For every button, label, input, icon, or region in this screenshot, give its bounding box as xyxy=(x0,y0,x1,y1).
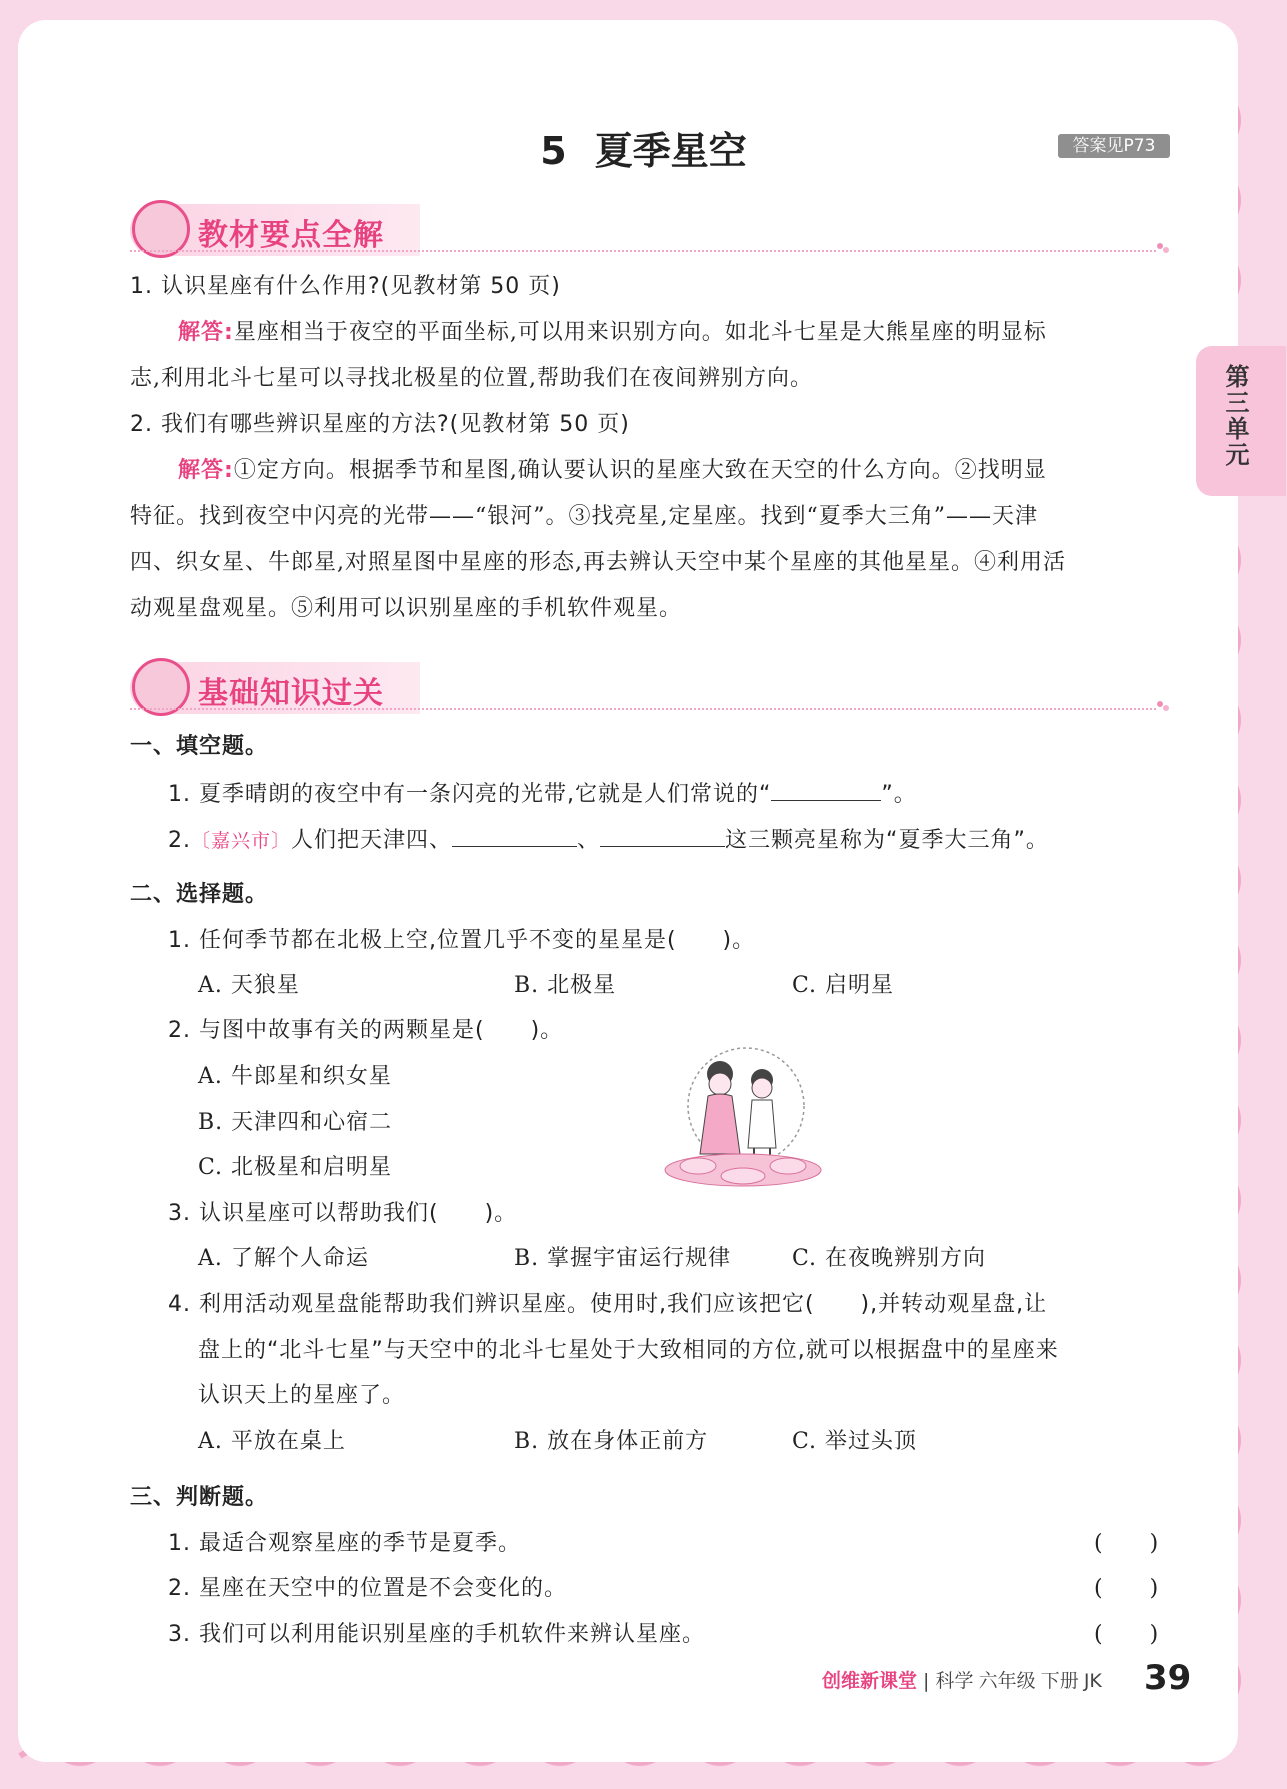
answer-blank[interactable] xyxy=(600,824,725,847)
answer-text: 星座相当于夜空的平面坐标,可以用来识别方向。如北斗七星是大熊星座的明显标 xyxy=(233,320,1047,345)
footer-edition: JK xyxy=(1083,1670,1102,1692)
choice-q1: 1. 任何季节都在北极上空,位置几乎不变的星星是( )。 xyxy=(168,928,756,953)
fill-item-2-text: 人们把天津四、 xyxy=(291,828,453,853)
dotted-divider xyxy=(130,250,1156,252)
footer-grade: 六年级 xyxy=(978,1670,1036,1692)
footer-volume: 下册 xyxy=(1040,1670,1079,1692)
choice-q3-option-c[interactable]: C. 在夜晚辨别方向 xyxy=(792,1246,987,1271)
choice-q4-option-a[interactable]: A. 平放在桌上 xyxy=(198,1429,346,1454)
choice-q4-option-b[interactable]: B. 放在身体正前方 xyxy=(514,1429,709,1454)
choice-q2: 2. 与图中故事有关的两颗星是( )。 xyxy=(168,1018,564,1043)
judge-item-1: 1. 最适合观察星座的季节是夏季。 xyxy=(168,1531,521,1556)
unit-side-tab-label: 第三单元 xyxy=(1221,364,1249,468)
choice-q4-line-3: 认识天上的星座了。 xyxy=(198,1383,406,1408)
section-title: 基础知识过关 xyxy=(198,676,384,711)
choice-q3-option-b[interactable]: B. 掌握宇宙运行规律 xyxy=(514,1246,732,1271)
q2-answer-line-3: 四、织女星、牛郎星,对照星图中星座的形态,再去辨认天空中某个星座的其他星星。④利用活 xyxy=(130,550,1066,575)
q2-answer-line-4: 动观星盘观星。⑤利用可以识别星座的手机软件观星。 xyxy=(130,596,683,621)
answer-label: 解答: xyxy=(178,458,234,483)
fill-item-2-end: 这三颗亮星称为“夏季大三角”。 xyxy=(725,828,1049,853)
choice-q2-option-a[interactable]: A. 牛郎星和织女星 xyxy=(198,1064,392,1089)
page-number: 39 xyxy=(1144,1658,1192,1698)
judge-item-3: 3. 我们可以利用能识别星座的手机软件来辨认星座。 xyxy=(168,1622,705,1647)
footer-separator: | xyxy=(917,1670,936,1692)
q2-question: 2. 我们有哪些辨识星座的方法?(见教材第 50 页) xyxy=(130,412,630,437)
flower-dots-icon xyxy=(1156,700,1170,714)
answer-blank[interactable] xyxy=(771,778,881,801)
choice-q4-line-2: 盘上的“北斗七星”与天空中的北斗七星处于大致相同的方位,就可以根据盘中的星座来 xyxy=(198,1338,1059,1363)
flower-dots-icon xyxy=(1156,242,1170,256)
choice-q3-option-a[interactable]: A. 了解个人命运 xyxy=(198,1246,369,1271)
choice-q4-option-c[interactable]: C. 举过头顶 xyxy=(792,1429,918,1454)
fill-item-2 xyxy=(168,824,1049,856)
choice-q2-option-b[interactable]: B. 天津四和心宿二 xyxy=(198,1110,393,1135)
answer-label: 解答: xyxy=(178,320,234,345)
answer-blank[interactable] xyxy=(452,824,577,847)
judge-item-3-answer-box[interactable]: ( ) xyxy=(1094,1622,1160,1647)
choice-q3: 3. 认识星座可以帮助我们( )。 xyxy=(168,1201,518,1226)
footer-subject: 科学 xyxy=(935,1670,974,1692)
q2-answer-line-2: 特征。找到夜空中闪亮的光带——“银河”。③找亮星,定星座。找到“夏季大三角”——天津 xyxy=(130,504,1038,529)
separator: 、 xyxy=(577,828,601,853)
judge-item-2: 2. 星座在天空中的位置是不会变化的。 xyxy=(168,1576,567,1601)
fill-item-1-text: 1. 夏季晴朗的夜空中有一条闪亮的光带,它就是人们常说的“ xyxy=(168,782,772,807)
choice-section-header: 二、选择题。 xyxy=(130,882,269,907)
judge-item-1-answer-box[interactable]: ( ) xyxy=(1094,1531,1160,1556)
choice-q1-option-a[interactable]: A. 天狼星 xyxy=(198,973,300,998)
q1-question: 1. 认识星座有什么作用?(见教材第 50 页) xyxy=(130,274,561,299)
judge-section-header: 三、判断题。 xyxy=(130,1485,269,1510)
lesson-title: 夏季星空 xyxy=(594,129,747,173)
choice-q1-option-c[interactable]: C. 启明星 xyxy=(792,973,895,998)
q1-answer-line-1 xyxy=(178,318,1047,348)
region-tag: 〔嘉兴市〕 xyxy=(191,830,292,852)
choice-q4-line-1: 4. 利用活动观星盘能帮助我们辨识星座。使用时,我们应该把它( ),并转动观星盘,让 xyxy=(168,1292,1048,1317)
fill-item-1 xyxy=(168,778,917,810)
unit-side-tab xyxy=(1196,346,1286,496)
answer-reference-badge: 答案见P73 xyxy=(1058,134,1170,158)
choice-q2-option-c[interactable]: C. 北极星和启明星 xyxy=(198,1155,393,1180)
dotted-divider xyxy=(130,708,1156,710)
item-number: 2. xyxy=(168,828,191,853)
section-header-textbook-points xyxy=(130,204,1170,260)
judge-item-2-answer-box[interactable]: ( ) xyxy=(1094,1576,1160,1601)
q2-answer-line-1 xyxy=(178,456,1047,486)
page-footer xyxy=(822,1666,1102,1693)
lesson-number: 5 xyxy=(540,129,567,173)
fill-item-1-end: ”。 xyxy=(881,782,917,807)
fill-section-header: 一、填空题。 xyxy=(130,734,269,759)
choice-q1-option-b[interactable]: B. 北极星 xyxy=(514,973,617,998)
footer-brand: 创维新课堂 xyxy=(822,1670,918,1692)
q1-answer-line-2: 志,利用北斗七星可以寻找北极星的位置,帮助我们在夜间辨别方向。 xyxy=(130,366,813,391)
section-header-basic-knowledge xyxy=(130,662,1170,718)
cowherd-weaver-girl-illustration xyxy=(658,1044,828,1192)
section-title: 教材要点全解 xyxy=(198,218,384,253)
answer-text: ①定方向。根据季节和星图,确认要认识的星座大致在天空的什么方向。②找明显 xyxy=(233,458,1047,483)
